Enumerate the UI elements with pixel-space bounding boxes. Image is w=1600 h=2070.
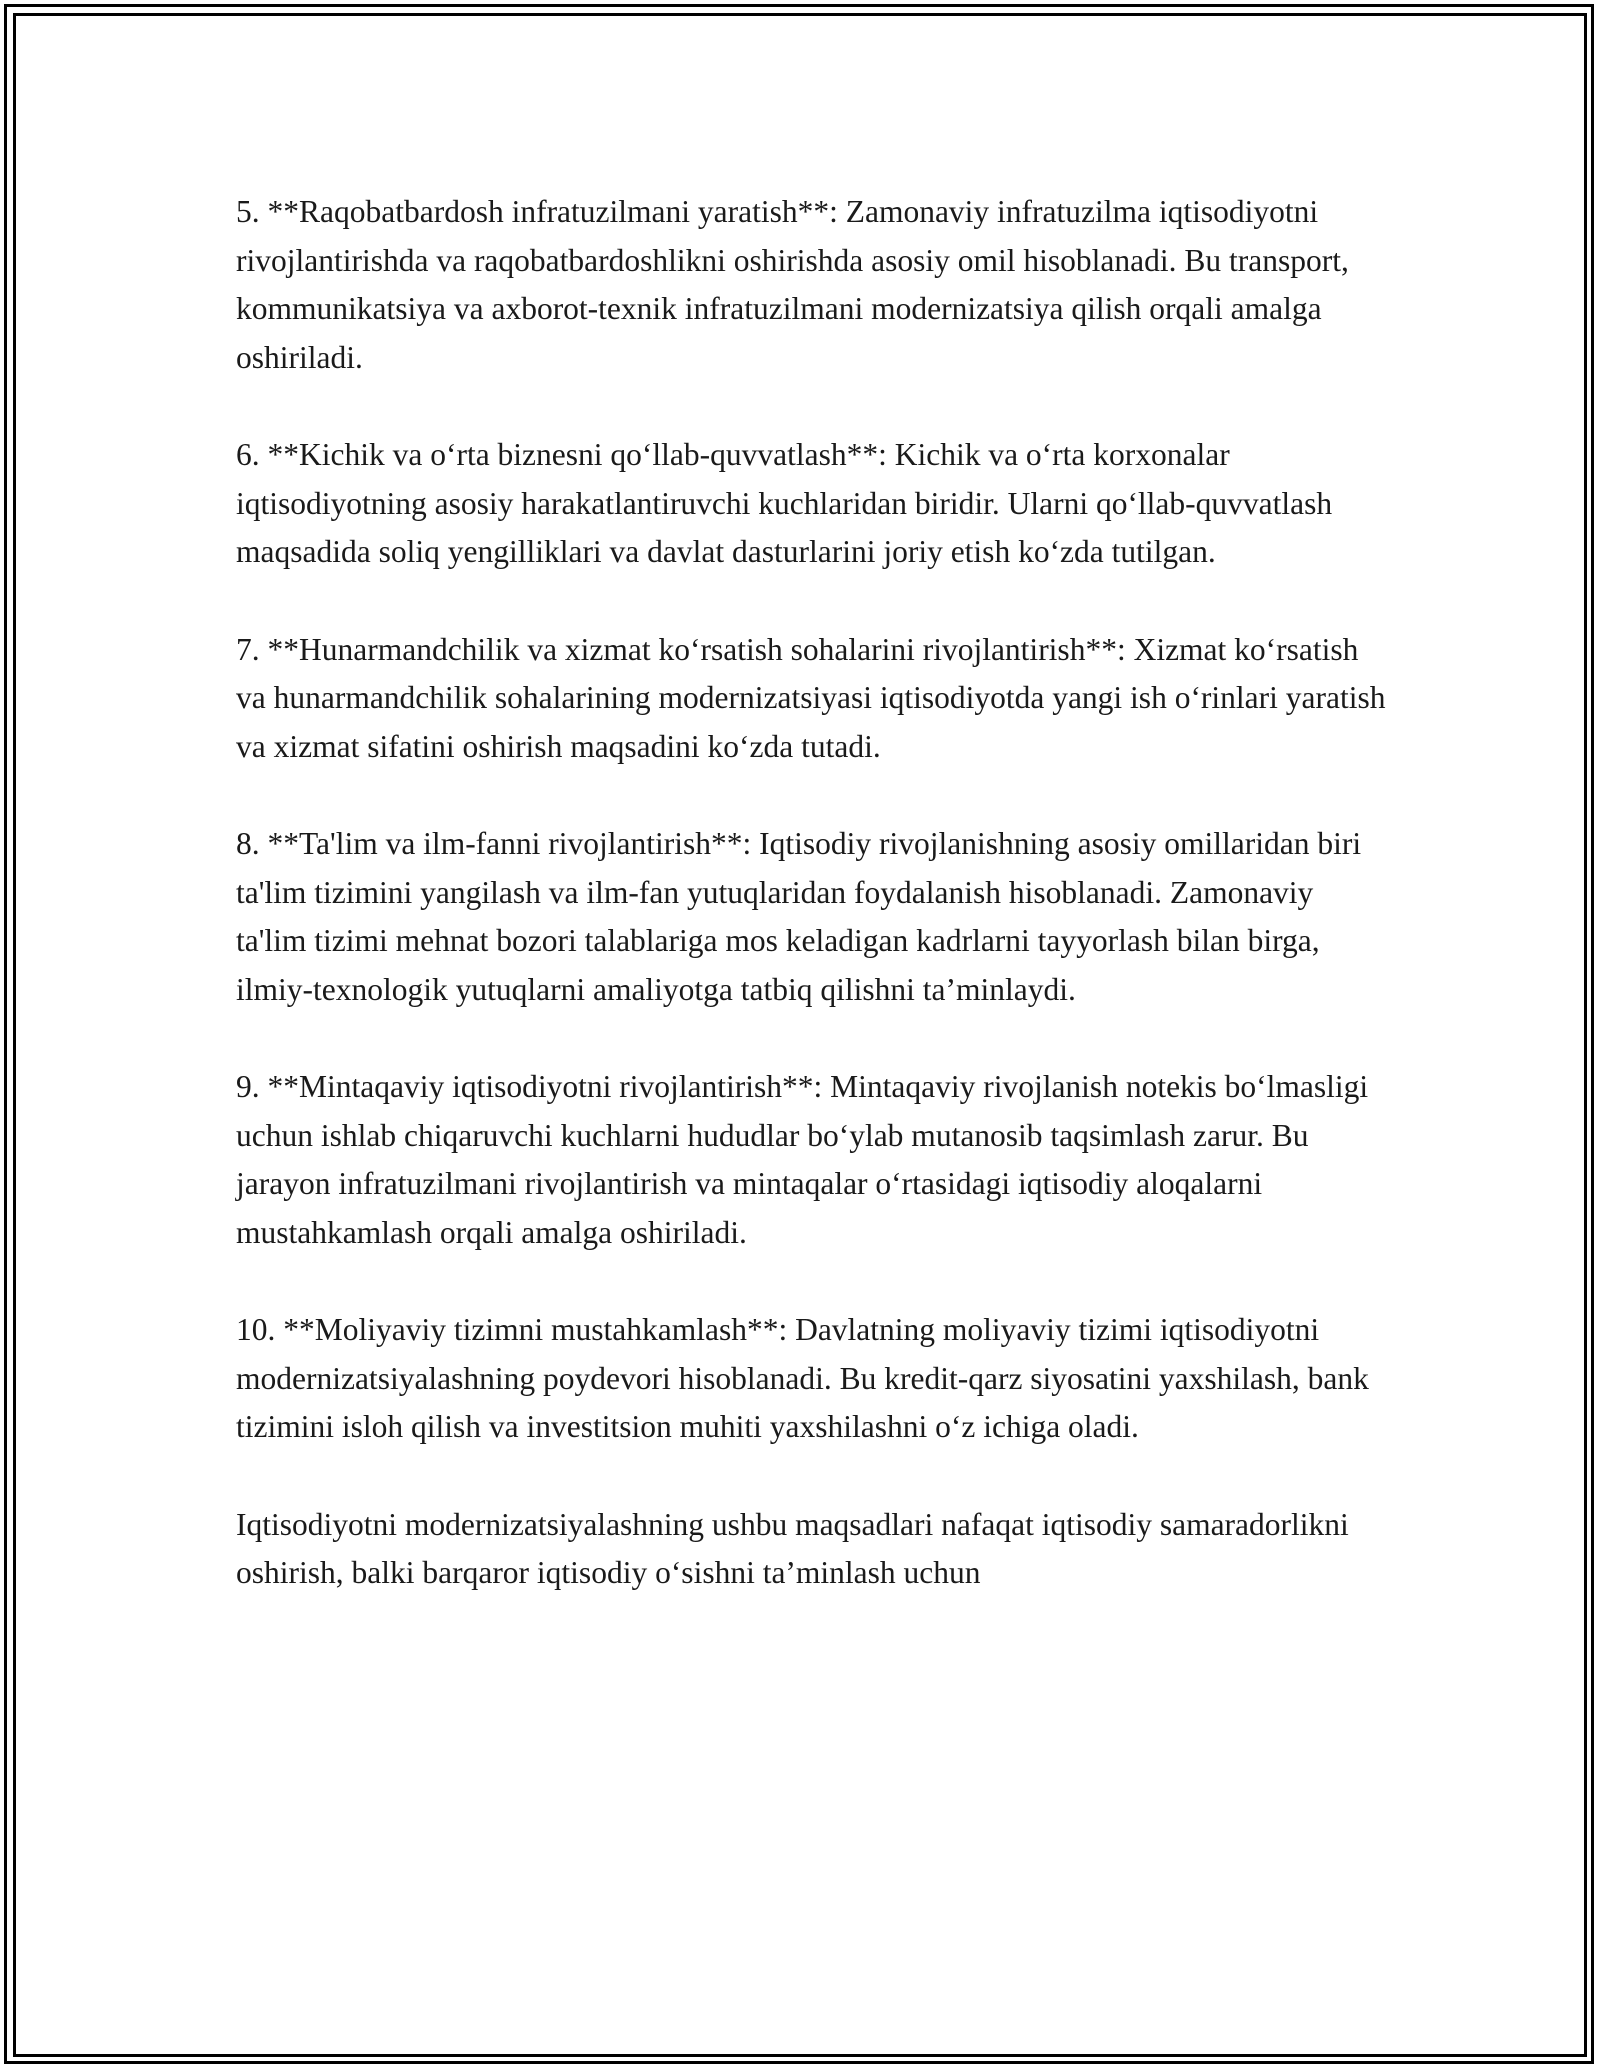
paragraph-6: 6. **Kichik va o‘rta biznesni qo‘llab-quvvatlash**: Kichik va o‘rta korxonalar iqtisodiyotning asosiy harakatlantiruvchi kuchlaridan biridir. Ularni qo‘llab-quvvatlash maqsadida soliq yengilliklari va davlat dasturlarini joriy etish ko‘zda tutilgan. [236,437,1333,569]
paragraph-5: 5. **Raqobatbardosh infratuzilmani yaratish**: Zamonaviy infratuzilma iqtisodiyotni rivojlantirishda va raqobatbardoshlikni oshirishda asosiy omil hisoblanadi. Bu transport, kommunikatsiya va axborot-texnik infratuzilmani modernizatsiya qilish orqali amalga oshiriladi. [236,194,1349,375]
document-body [236,188,1386,1598]
paragraph-10: 10. **Moliyaviy tizimni mustahkamlash**: Davlatning moliyaviy tizimi iqtisodiyotni modernizatsiyalashning poydevori hisoblanadi. Bu kredit-qarz siyosatini yaxshilash, bank tizimini isloh qilish va investitsion muhiti yaxshilashni o‘z ichiga oladi. [236,1312,1369,1444]
paragraph-7: 7. **Hunarmandchilik va xizmat ko‘rsatish sohalarini rivojlantirish**: Xizmat ko‘rsatish va hunarmandchilik sohalarining modernizatsiyasi iqtisodiyotda yangi ish o‘rinlari yaratish va xizmat sifatini oshirish maqsadini ko‘zda tutadi. [236,631,1386,764]
paragraph-9: 9. **Mintaqaviy iqtisodiyotni rivojlantirish**: Mintaqaviy rivojlanish notekis bo‘lmasligi uchun ishlab chiqaruvchi kuchlarni hududlar bo‘ylab mutanosib taqsimlash zarur. Bu jarayon infratuzilmani rivojlantirish va mintaqalar o‘rtasidagi iqtisodiy aloqalarni mustahkamlash orqali amalga oshiriladi. [236,1069,1369,1250]
paragraph-8: 8. **Ta'lim va ilm-fanni rivojlantirish**: Iqtisodiy rivojlanishning asosiy omillaridan biri ta'lim tizimini yangilash va ilm-fan yutuqlaridan foydalanish hisoblanadi. Zamonaviy ta'lim tizimi mehnat bozori talablariga mos keladigan kadrlarni tayyorlash bilan birga, ilmiy-texnologik yutuqlarni amaliyotga tatbiq qilishni ta’minlaydi. [236,826,1362,1007]
paragraph-conclusion: Iqtisodiyotni modernizatsiyalashning ushbu maqsadlari nafaqat iqtisodiy samaradorlikni oshirish, balki barqaror iqtisodiy o‘sishni ta’minlash uchun [236,1506,1349,1590]
